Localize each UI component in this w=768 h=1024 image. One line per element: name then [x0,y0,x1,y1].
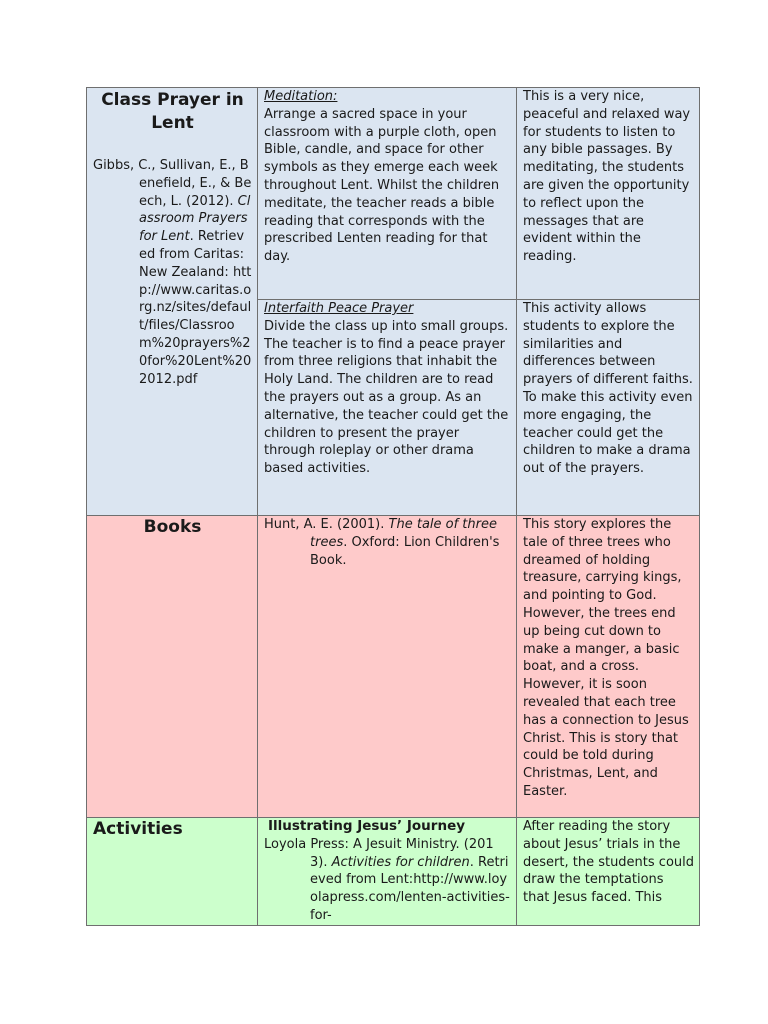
meditation-heading: Meditation: [264,89,338,104]
books-reference-rest: . Oxford: Lion Children's Book. [310,534,500,568]
interfaith-comment-cell [517,300,700,516]
activities-comment: After reading the story about Jesus’ trials in the desert, the students could draw the temptations that Jesus faced. This [523,819,694,906]
prayer-reference-work: Classroom Prayers for Lent [139,193,251,245]
activities-section-title: Activities [93,819,183,839]
prayer-category-cell [87,88,258,516]
interfaith-body: Divide the class up into small groups. The teacher is to find a peace prayer from three religions that inhabit the Holy Land. The children are to read the prayers out as a group. As an alternative, the teacher could get the children to present the prayer through roleplay or other drama based activities. [264,318,509,477]
books-reference-work: The tale of three trees [310,517,497,550]
books-reference [264,516,511,569]
prayer-reference [93,157,252,388]
meditation-comment: This is a very nice, peaceful and relaxed way for students to listen to any bible passages. By meditating, the students are given the opportunity to reflect upon the messages that are evident within the reading. [523,89,691,265]
activities-reference [264,836,511,925]
activities-reference-authors: Loyola Press: A Jesuit Ministry. (2013). [264,836,494,870]
activities-category-cell [87,818,258,926]
prayer-section-title: Class Prayer in Lent [101,90,244,133]
books-comment-cell [517,516,700,818]
books-row [87,516,700,818]
books-reference-cell [258,516,517,818]
interfaith-comment: This activity allows students to explore the similarities and differences between prayers of different faiths. To make this activity even more engaging, the teacher could get the children to make a drama out of the prayers. [523,301,693,477]
meditation-cell [258,88,517,300]
activities-subtitle: Illustrating Jesus’ Journey [268,818,466,834]
books-section-title: Books [143,517,202,537]
books-category-cell [87,516,258,818]
prayer-row-meditation [87,88,700,300]
activities-comment-cell [517,818,700,926]
prayer-reference-authors: Gibbs, C., Sullivan, E., Benefield, E., & Beech, L. (2012). [93,158,252,209]
activities-row [87,818,700,926]
activities-reference-work: Activities for children [331,854,470,870]
books-comment: This story explores the tale of three trees who dreamed of holding treasure, carrying kings, and pointing to God. However, the trees end up being cut down to make a manger, a basic boat, and a cross. However, it is soon revealed that each tree has a connection to Jesus Christ. This is story that could be told during Christmas, Lent, and Easter. [523,517,689,799]
lent-resources-table [86,87,700,926]
prayer-reference-rest: . Retrieved from Caritas: New Zealand: http://www.caritas.org.nz/sites/default/files/Classroom%20prayers%20for%20Lent%202012.pdf [139,229,252,387]
interfaith-cell [258,300,517,516]
interfaith-heading: Interfaith Peace Prayer [264,301,414,316]
activities-reference-cell [258,818,517,926]
meditation-body: Arrange a sacred space in your classroom with a purple cloth, open Bible, candle, and space for other symbols as they emerge each week throughout Lent. Whilst the children meditate, the teacher reads a bible reading that corresponds with the prescribed Lenten reading for that day. [264,106,500,265]
meditation-comment-cell [517,88,700,300]
books-reference-authors: Hunt, A. E. (2001). [264,517,385,532]
activities-reference-rest: . Retrieved from Lent:http://www.loyolapress.com/lenten-activities-for- [310,854,510,923]
